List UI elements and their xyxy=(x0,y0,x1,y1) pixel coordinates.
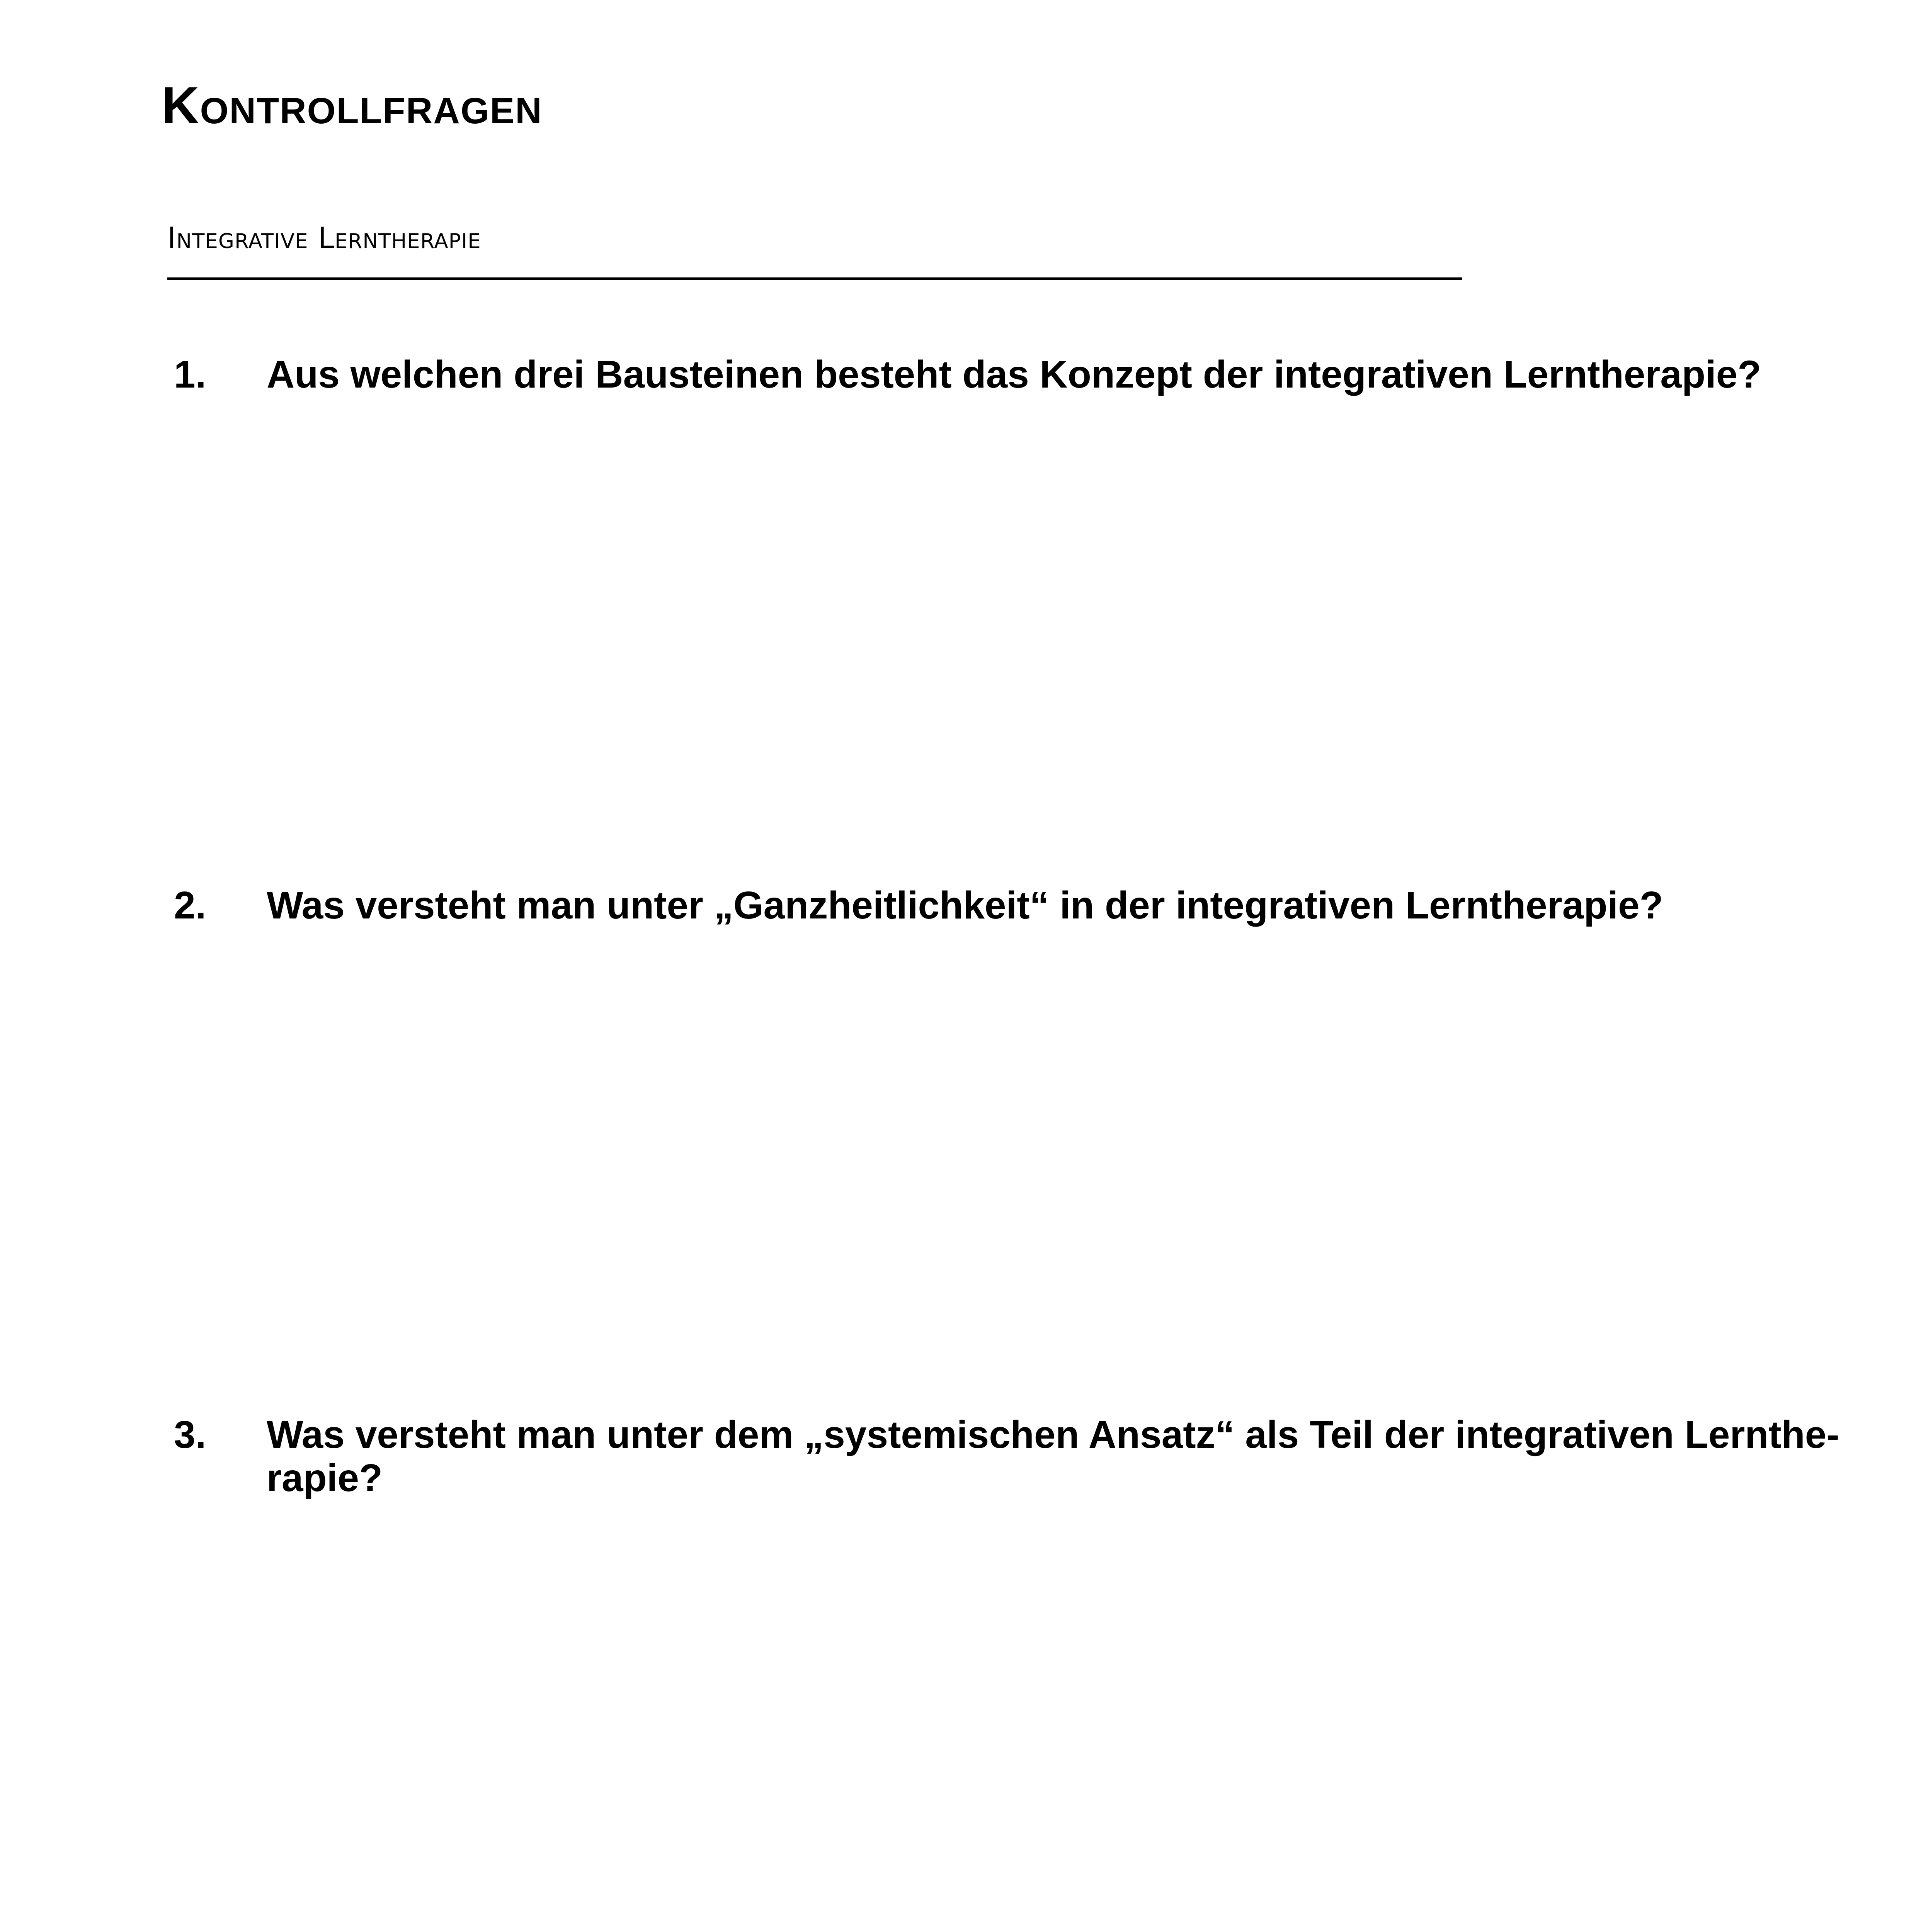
header-divider xyxy=(167,277,1462,280)
question-item xyxy=(174,1413,1847,1500)
question-item xyxy=(174,353,1847,396)
page-title: Kontrollfragen xyxy=(162,76,543,134)
question-number: 2. xyxy=(174,884,206,927)
question-item xyxy=(174,884,1847,927)
section-subtitle: Integrative Lerntherapie xyxy=(167,221,481,255)
question-text: Aus welchen drei Bausteinen besteht das Konzept der integrativen Lerntherapie? xyxy=(267,353,1761,396)
question-text: Was versteht man unter dem „systemischen Ansatz“ als Teil der integrativen Lernthe-rapie? xyxy=(267,1413,1839,1500)
question-number: 1. xyxy=(174,353,206,396)
question-number: 3. xyxy=(174,1413,206,1456)
question-text: Was versteht man unter „Ganzheitlichkeit“ in der integrativen Lerntherapie? xyxy=(267,884,1663,927)
